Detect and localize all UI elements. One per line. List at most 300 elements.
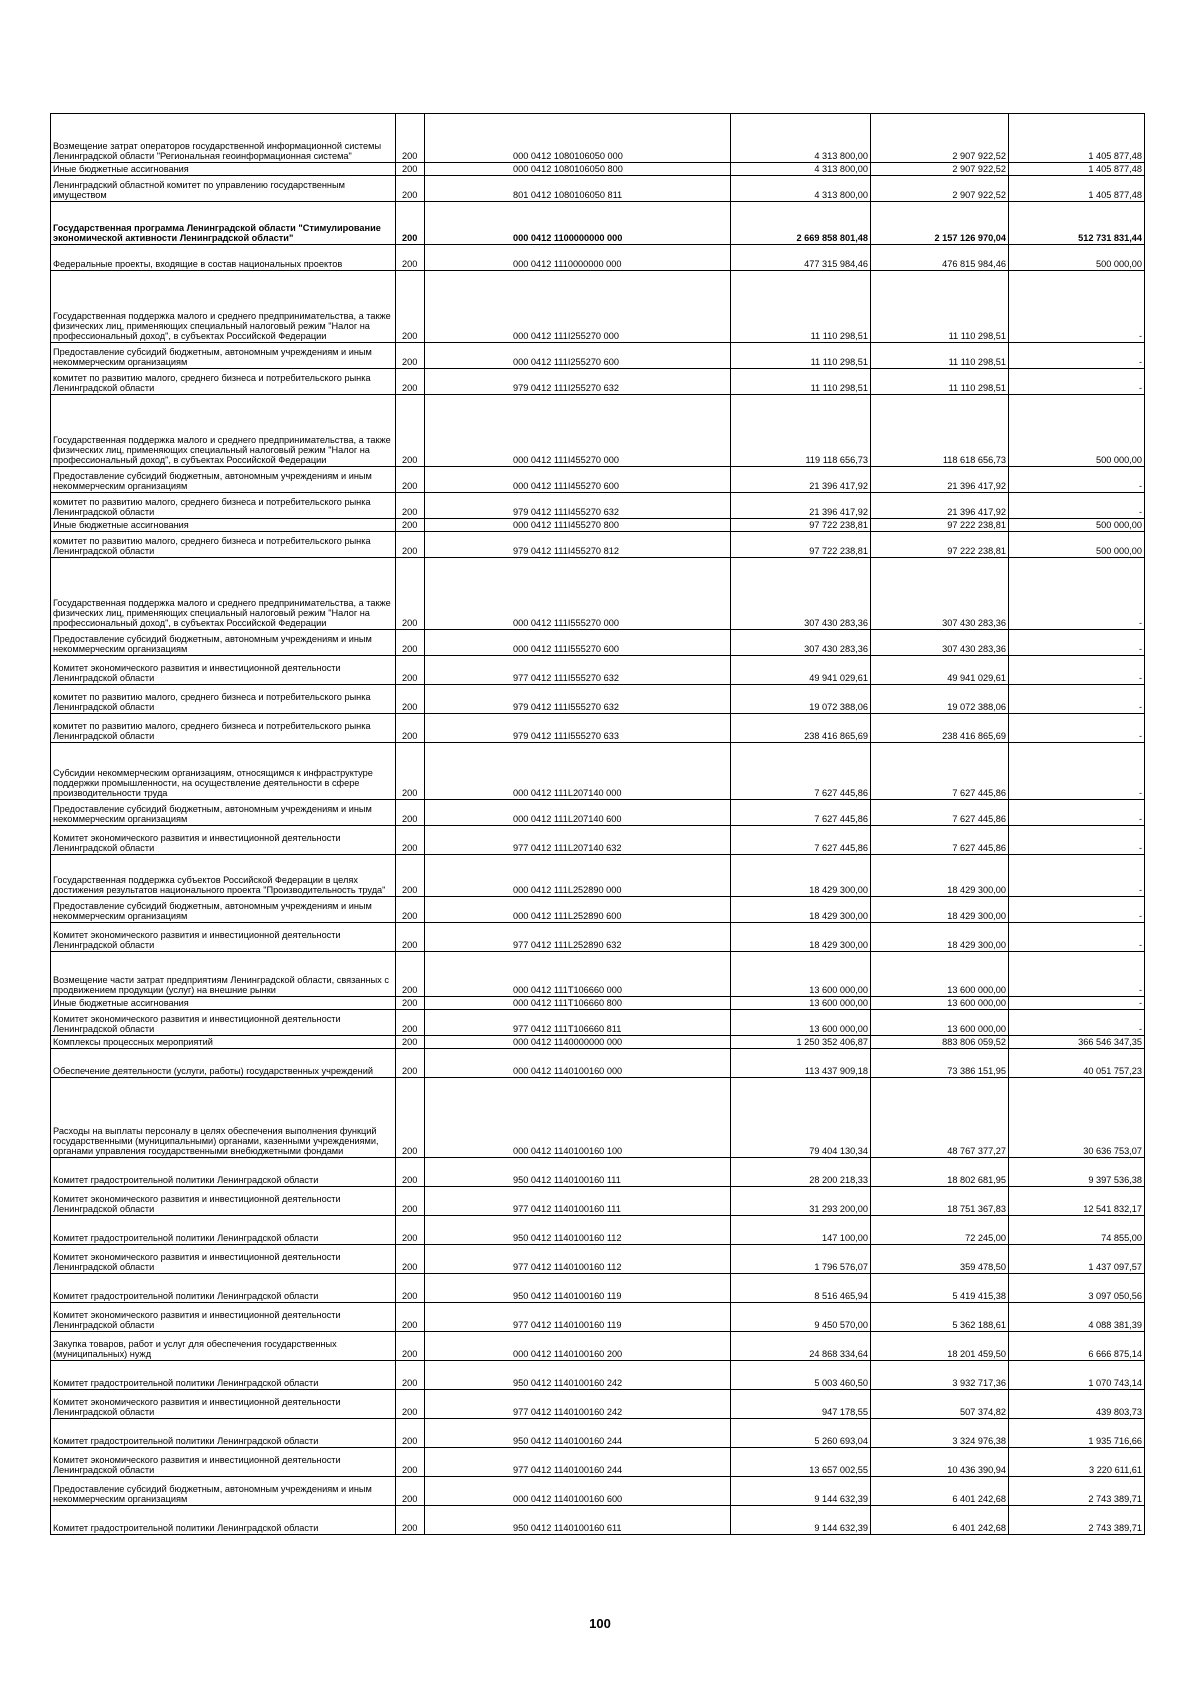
row-name: Комитет экономического развития и инвестиционной деятельности Ленинградской области [51,1245,396,1274]
row-address: 801 0412 1080106050 811 [425,176,731,202]
row-unexecuted-value: 1 405 877,48 [1009,114,1145,163]
row-name: Субсидии некоммерческим организациям, относящимся к инфраструктуре поддержки промышленности, на осуществление деятельности в сфере производительности труда [51,743,396,800]
table-row [51,997,1145,1010]
row-approved-value: 18 429 300,00 [731,855,871,897]
row-unexecuted-value: 40 051 757,23 [1009,1049,1145,1078]
row-executed-value: 5 362 188,61 [871,1303,1009,1332]
row-unexecuted-value: 3 220 611,61 [1009,1448,1145,1477]
row-name: Предоставление субсидий бюджетным, автономным учреждениям и иным некоммерческим организациям [51,800,396,826]
row-executed-value: 2 907 922,52 [871,163,1009,176]
row-name: комитет по развитию малого, среднего бизнеса и потребительского рынка Ленинградской области [51,493,396,519]
row-code: 200 [396,202,425,245]
row-unexecuted-value: 366 546 347,35 [1009,1036,1145,1049]
table-row [51,343,1145,369]
row-code: 200 [396,826,425,855]
row-name: комитет по развитию малого, среднего бизнеса и потребительского рынка Ленинградской области [51,369,396,395]
row-code: 200 [396,1390,425,1419]
row-executed-value: 476 815 984,46 [871,245,1009,271]
row-unexecuted-value: - [1009,897,1145,923]
row-executed-value: 10 436 390,94 [871,1448,1009,1477]
row-approved-value: 97 722 238,81 [731,532,871,558]
row-code: 200 [396,395,425,467]
table-row [51,163,1145,176]
row-unexecuted-value: 12 541 832,17 [1009,1187,1145,1216]
row-code: 200 [396,1477,425,1506]
row-approved-value: 238 416 865,69 [731,714,871,743]
row-name: Комитет экономического развития и инвестиционной деятельности Ленинградской области [51,1303,396,1332]
row-executed-value: 2 907 922,52 [871,176,1009,202]
row-address: 977 0412 1140100160 242 [425,1390,731,1419]
row-unexecuted-value: 1 405 877,48 [1009,176,1145,202]
row-name: Возмещение части затрат предприятиям Ленинградской области, связанных с продвижением продукции (услуг) на внешние рынки [51,952,396,997]
row-name: Комитет экономического развития и инвестиционной деятельности Ленинградской области [51,923,396,952]
row-address: 000 0412 1140000000 000 [425,1036,731,1049]
row-approved-value: 113 437 909,18 [731,1049,871,1078]
table-row [51,1361,1145,1390]
row-address: 000 0412 111L207140 000 [425,743,731,800]
row-address: 000 0412 111I255270 600 [425,343,731,369]
row-approved-value: 11 110 298,51 [731,343,871,369]
row-code: 200 [396,997,425,1010]
row-executed-value: 21 396 417,92 [871,467,1009,493]
table-row [51,656,1145,685]
table-row [51,532,1145,558]
row-approved-value: 4 313 800,00 [731,114,871,163]
row-unexecuted-value: - [1009,369,1145,395]
row-name: Комитет градостроительной политики Ленинградской области [51,1274,396,1303]
row-unexecuted-value: 500 000,00 [1009,395,1145,467]
row-name: Предоставление субсидий бюджетным, автономным учреждениям и иным некоммерческим организациям [51,630,396,656]
row-approved-value: 9 144 632,39 [731,1477,871,1506]
row-address: 000 0412 1140100160 100 [425,1078,731,1158]
row-executed-value: 18 429 300,00 [871,923,1009,952]
row-executed-value: 13 600 000,00 [871,997,1009,1010]
row-executed-value: 11 110 298,51 [871,343,1009,369]
row-unexecuted-value: 74 855,00 [1009,1216,1145,1245]
row-unexecuted-value: - [1009,558,1145,630]
row-approved-value: 477 315 984,46 [731,245,871,271]
row-name: Государственная поддержка малого и среднего предпринимательства, а также физических лиц, применяющих специальный налоговый режим "Налог на профессиональный доход", в субъектах Российской Федерации [51,558,396,630]
row-code: 200 [396,800,425,826]
table-row [51,1049,1145,1078]
row-address: 979 0412 111I455270 632 [425,493,731,519]
row-code: 200 [396,493,425,519]
row-address: 979 0412 111I455270 812 [425,532,731,558]
row-approved-value: 11 110 298,51 [731,369,871,395]
row-code: 200 [396,519,425,532]
table-row [51,519,1145,532]
row-address: 977 0412 1140100160 111 [425,1187,731,1216]
row-approved-value: 13 600 000,00 [731,997,871,1010]
row-code: 200 [396,1419,425,1448]
row-executed-value: 238 416 865,69 [871,714,1009,743]
table-row [51,114,1145,163]
row-address: 950 0412 1140100160 244 [425,1419,731,1448]
row-address: 977 0412 1140100160 119 [425,1303,731,1332]
row-approved-value: 19 072 388,06 [731,685,871,714]
row-executed-value: 7 627 445,86 [871,826,1009,855]
row-address: 000 0412 111L252890 600 [425,897,731,923]
row-unexecuted-value: - [1009,271,1145,343]
row-address: 000 0412 111L207140 600 [425,800,731,826]
row-approved-value: 13 600 000,00 [731,952,871,997]
row-unexecuted-value: 9 397 536,38 [1009,1158,1145,1187]
row-executed-value: 3 932 717,36 [871,1361,1009,1390]
row-code: 200 [396,923,425,952]
row-approved-value: 18 429 300,00 [731,923,871,952]
row-name: Комитет экономического развития и инвестиционной деятельности Ленинградской области [51,1187,396,1216]
row-executed-value: 359 478,50 [871,1245,1009,1274]
row-approved-value: 147 100,00 [731,1216,871,1245]
row-executed-value: 19 072 388,06 [871,685,1009,714]
row-name: Комитет экономического развития и инвестиционной деятельности Ленинградской области [51,1448,396,1477]
row-address: 000 0412 1100000000 000 [425,202,731,245]
row-approved-value: 9 144 632,39 [731,1506,871,1535]
row-name: Федеральные проекты, входящие в состав национальных проектов [51,245,396,271]
row-executed-value: 18 802 681,95 [871,1158,1009,1187]
row-code: 200 [396,271,425,343]
row-name: Комитет градостроительной политики Ленинградской области [51,1419,396,1448]
row-approved-value: 307 430 283,36 [731,558,871,630]
table-row [51,1274,1145,1303]
table-row [51,855,1145,897]
row-executed-value: 21 396 417,92 [871,493,1009,519]
row-executed-value: 5 419 415,38 [871,1274,1009,1303]
table-row [51,1078,1145,1158]
row-approved-value: 7 627 445,86 [731,826,871,855]
row-executed-value: 2 907 922,52 [871,114,1009,163]
budget-table [50,113,1145,1535]
row-code: 200 [396,467,425,493]
row-address: 950 0412 1140100160 111 [425,1158,731,1187]
row-unexecuted-value: - [1009,656,1145,685]
row-executed-value: 13 600 000,00 [871,952,1009,997]
row-executed-value: 13 600 000,00 [871,1010,1009,1036]
row-unexecuted-value: - [1009,493,1145,519]
row-unexecuted-value: - [1009,952,1145,997]
row-unexecuted-value: - [1009,997,1145,1010]
row-approved-value: 49 941 029,61 [731,656,871,685]
row-unexecuted-value: - [1009,343,1145,369]
row-executed-value: 97 222 238,81 [871,519,1009,532]
row-code: 200 [396,1158,425,1187]
row-name: комитет по развитию малого, среднего бизнеса и потребительского рынка Ленинградской области [51,532,396,558]
row-name: Комплексы процессных мероприятий [51,1036,396,1049]
row-address: 977 0412 111L252890 632 [425,923,731,952]
row-name: Государственная поддержка малого и среднего предпринимательства, а также физических лиц, применяющих специальный налоговый режим "Налог на профессиональный доход", в субъектах Российской Федерации [51,271,396,343]
row-code: 200 [396,897,425,923]
row-unexecuted-value: 2 743 389,71 [1009,1477,1145,1506]
row-unexecuted-value: - [1009,1010,1145,1036]
table-row [51,176,1145,202]
row-approved-value: 5 260 693,04 [731,1419,871,1448]
row-executed-value: 49 941 029,61 [871,656,1009,685]
row-approved-value: 21 396 417,92 [731,493,871,519]
table-row [51,952,1145,997]
row-executed-value: 97 222 238,81 [871,532,1009,558]
row-address: 000 0412 111I455270 800 [425,519,731,532]
row-unexecuted-value: 2 743 389,71 [1009,1506,1145,1535]
row-name: Государственная программа Ленинградской области "Стимулирование экономической активности Ленинградской области" [51,202,396,245]
row-address: 000 0412 111T106660 800 [425,997,731,1010]
row-address: 000 0412 1140100160 200 [425,1332,731,1361]
row-name: Предоставление субсидий бюджетным, автономным учреждениям и иным некоммерческим организациям [51,343,396,369]
row-name: Обеспечение деятельности (услуги, работы) государственных учреждений [51,1049,396,1078]
row-approved-value: 31 293 200,00 [731,1187,871,1216]
table-row [51,245,1145,271]
row-code: 200 [396,176,425,202]
table-row [51,1245,1145,1274]
row-approved-value: 18 429 300,00 [731,897,871,923]
row-code: 200 [396,532,425,558]
row-code: 200 [396,656,425,685]
row-unexecuted-value: 500 000,00 [1009,519,1145,532]
row-unexecuted-value: 500 000,00 [1009,245,1145,271]
table-row [51,1448,1145,1477]
row-name: Закупка товаров, работ и услуг для обеспечения государственных (муниципальных) нужд [51,1332,396,1361]
row-executed-value: 11 110 298,51 [871,271,1009,343]
row-name: Иные бюджетные ассигнования [51,519,396,532]
row-address: 979 0412 111I255270 632 [425,369,731,395]
row-executed-value: 6 401 242,68 [871,1477,1009,1506]
row-code: 200 [396,558,425,630]
row-executed-value: 18 751 367,83 [871,1187,1009,1216]
row-address: 000 0412 1110000000 000 [425,245,731,271]
row-approved-value: 307 430 283,36 [731,630,871,656]
row-code: 200 [396,1078,425,1158]
row-code: 200 [396,714,425,743]
row-address: 977 0412 111T106660 811 [425,1010,731,1036]
table-row [51,1036,1145,1049]
row-address: 000 0412 111I455270 000 [425,395,731,467]
table-row [51,743,1145,800]
row-approved-value: 1 796 576,07 [731,1245,871,1274]
row-address: 000 0412 111L252890 000 [425,855,731,897]
row-code: 200 [396,1187,425,1216]
row-name: Комитет градостроительной политики Ленинградской области [51,1361,396,1390]
table-row [51,369,1145,395]
table-row [51,826,1145,855]
table-row [51,1506,1145,1535]
row-name: Комитет экономического развития и инвестиционной деятельности Ленинградской области [51,1390,396,1419]
row-code: 200 [396,855,425,897]
row-name: Комитет экономического развития и инвестиционной деятельности Ленинградской области [51,826,396,855]
row-address: 000 0412 111I555270 600 [425,630,731,656]
row-executed-value: 18 429 300,00 [871,855,1009,897]
row-executed-value: 11 110 298,51 [871,369,1009,395]
table-row [51,1477,1145,1506]
row-unexecuted-value: - [1009,800,1145,826]
table-row [51,800,1145,826]
row-code: 200 [396,1448,425,1477]
row-code: 200 [396,1216,425,1245]
row-address: 977 0412 111I555270 632 [425,656,731,685]
row-unexecuted-value: 439 803,73 [1009,1390,1145,1419]
table-row [51,685,1145,714]
row-executed-value: 118 618 656,73 [871,395,1009,467]
row-unexecuted-value: 30 636 753,07 [1009,1078,1145,1158]
row-name: Предоставление субсидий бюджетным, автономным учреждениям и иным некоммерческим организациям [51,1477,396,1506]
row-unexecuted-value: 1 405 877,48 [1009,163,1145,176]
row-address: 977 0412 111L207140 632 [425,826,731,855]
row-executed-value: 883 806 059,52 [871,1036,1009,1049]
row-approved-value: 7 627 445,86 [731,800,871,826]
row-name: Комитет градостроительной политики Ленинградской области [51,1158,396,1187]
row-code: 200 [396,1506,425,1535]
row-address: 000 0412 111T106660 000 [425,952,731,997]
row-executed-value: 2 157 126 970,04 [871,202,1009,245]
row-approved-value: 119 118 656,73 [731,395,871,467]
row-name: комитет по развитию малого, среднего бизнеса и потребительского рынка Ленинградской области [51,714,396,743]
row-executed-value: 7 627 445,86 [871,800,1009,826]
table-row [51,1390,1145,1419]
row-address: 000 0412 111I555270 000 [425,558,731,630]
row-code: 200 [396,1036,425,1049]
row-approved-value: 13 600 000,00 [731,1010,871,1036]
row-approved-value: 24 868 334,64 [731,1332,871,1361]
row-unexecuted-value: - [1009,467,1145,493]
row-name: Иные бюджетные ассигнования [51,997,396,1010]
row-executed-value: 6 401 242,68 [871,1506,1009,1535]
row-approved-value: 947 178,55 [731,1390,871,1419]
table-row [51,202,1145,245]
row-executed-value: 307 430 283,36 [871,630,1009,656]
row-code: 200 [396,1332,425,1361]
row-address: 950 0412 1140100160 112 [425,1216,731,1245]
row-address: 000 0412 111I455270 600 [425,467,731,493]
table-row [51,1158,1145,1187]
row-approved-value: 4 313 800,00 [731,163,871,176]
row-code: 200 [396,343,425,369]
row-unexecuted-value: - [1009,855,1145,897]
row-executed-value: 18 201 459,50 [871,1332,1009,1361]
row-code: 200 [396,1274,425,1303]
table-row [51,395,1145,467]
row-code: 200 [396,630,425,656]
row-approved-value: 7 627 445,86 [731,743,871,800]
table-row [51,558,1145,630]
row-address: 000 0412 1080106050 000 [425,114,731,163]
row-executed-value: 507 374,82 [871,1390,1009,1419]
row-approved-value: 9 450 570,00 [731,1303,871,1332]
row-approved-value: 97 722 238,81 [731,519,871,532]
row-name: Расходы на выплаты персоналу в целях обеспечения выполнения функций государственными (муниципальными) органами, казенными учреждениями, органами управления государственными внебюджетными фондами [51,1078,396,1158]
row-approved-value: 28 200 218,33 [731,1158,871,1187]
row-executed-value: 307 430 283,36 [871,558,1009,630]
row-code: 200 [396,1361,425,1390]
row-unexecuted-value: 1 935 716,66 [1009,1419,1145,1448]
row-unexecuted-value: - [1009,923,1145,952]
budget-table-body [51,114,1145,1535]
table-row [51,1332,1145,1361]
row-code: 200 [396,114,425,163]
row-name: Предоставление субсидий бюджетным, автономным учреждениям и иным некоммерческим организациям [51,897,396,923]
row-approved-value: 1 250 352 406,87 [731,1036,871,1049]
table-row [51,467,1145,493]
row-name: Комитет градостроительной политики Ленинградской области [51,1506,396,1535]
row-code: 200 [396,952,425,997]
row-approved-value: 21 396 417,92 [731,467,871,493]
row-unexecuted-value: - [1009,826,1145,855]
row-unexecuted-value: - [1009,630,1145,656]
row-approved-value: 79 404 130,34 [731,1078,871,1158]
row-approved-value: 5 003 460,50 [731,1361,871,1390]
row-approved-value: 2 669 858 801,48 [731,202,871,245]
table-row [51,271,1145,343]
row-unexecuted-value: 3 097 050,56 [1009,1274,1145,1303]
table-row [51,897,1145,923]
table-row [51,1187,1145,1216]
row-name: комитет по развитию малого, среднего бизнеса и потребительского рынка Ленинградской области [51,685,396,714]
row-name: Государственная поддержка субъектов Российской Федерации в целях достижения результатов национального проекта "Производительность труда" [51,855,396,897]
row-address: 000 0412 1080106050 800 [425,163,731,176]
table-row [51,493,1145,519]
row-unexecuted-value: 4 088 381,39 [1009,1303,1145,1332]
row-name: Иные бюджетные ассигнования [51,163,396,176]
row-name: Комитет экономического развития и инвестиционной деятельности Ленинградской области [51,656,396,685]
row-executed-value: 7 627 445,86 [871,743,1009,800]
row-name: Ленинградский областной комитет по управлению государственным имуществом [51,176,396,202]
row-approved-value: 11 110 298,51 [731,271,871,343]
row-unexecuted-value: 1 070 743,14 [1009,1361,1145,1390]
row-code: 200 [396,743,425,800]
row-code: 200 [396,245,425,271]
row-approved-value: 4 313 800,00 [731,176,871,202]
row-code: 200 [396,1245,425,1274]
row-unexecuted-value: 1 437 097,57 [1009,1245,1145,1274]
row-address: 979 0412 111I555270 633 [425,714,731,743]
row-unexecuted-value: - [1009,743,1145,800]
row-code: 200 [396,163,425,176]
row-code: 200 [396,1010,425,1036]
row-name: Комитет экономического развития и инвестиционной деятельности Ленинградской области [51,1010,396,1036]
row-code: 200 [396,1049,425,1078]
row-name: Возмещение затрат операторов государственной информационной системы Ленинградской области "Региональная геоинформационная система" [51,114,396,163]
row-unexecuted-value: - [1009,685,1145,714]
table-row [51,630,1145,656]
row-address: 000 0412 111I255270 000 [425,271,731,343]
row-unexecuted-value: 512 731 831,44 [1009,202,1145,245]
row-address: 000 0412 1140100160 000 [425,1049,731,1078]
row-address: 000 0412 1140100160 600 [425,1477,731,1506]
table-row [51,714,1145,743]
row-code: 200 [396,685,425,714]
row-name: Комитет градостроительной политики Ленинградской области [51,1216,396,1245]
table-row [51,1303,1145,1332]
row-executed-value: 72 245,00 [871,1216,1009,1245]
row-name: Государственная поддержка малого и среднего предпринимательства, а также физических лиц, применяющих специальный налоговый режим "Налог на профессиональный доход", в субъектах Российской Федерации [51,395,396,467]
row-executed-value: 3 324 976,38 [871,1419,1009,1448]
table-row [51,923,1145,952]
row-address: 950 0412 1140100160 119 [425,1274,731,1303]
table-row [51,1216,1145,1245]
row-approved-value: 13 657 002,55 [731,1448,871,1477]
row-code: 200 [396,1303,425,1332]
row-address: 977 0412 1140100160 112 [425,1245,731,1274]
row-unexecuted-value: 6 666 875,14 [1009,1332,1145,1361]
row-executed-value: 73 386 151,95 [871,1049,1009,1078]
row-address: 950 0412 1140100160 242 [425,1361,731,1390]
row-approved-value: 8 516 465,94 [731,1274,871,1303]
row-code: 200 [396,369,425,395]
row-executed-value: 48 767 377,27 [871,1078,1009,1158]
row-address: 977 0412 1140100160 244 [425,1448,731,1477]
row-name: Предоставление субсидий бюджетным, автономным учреждениям и иным некоммерческим организациям [51,467,396,493]
table-row [51,1010,1145,1036]
table-row [51,1419,1145,1448]
row-address: 950 0412 1140100160 611 [425,1506,731,1535]
row-unexecuted-value: 500 000,00 [1009,532,1145,558]
